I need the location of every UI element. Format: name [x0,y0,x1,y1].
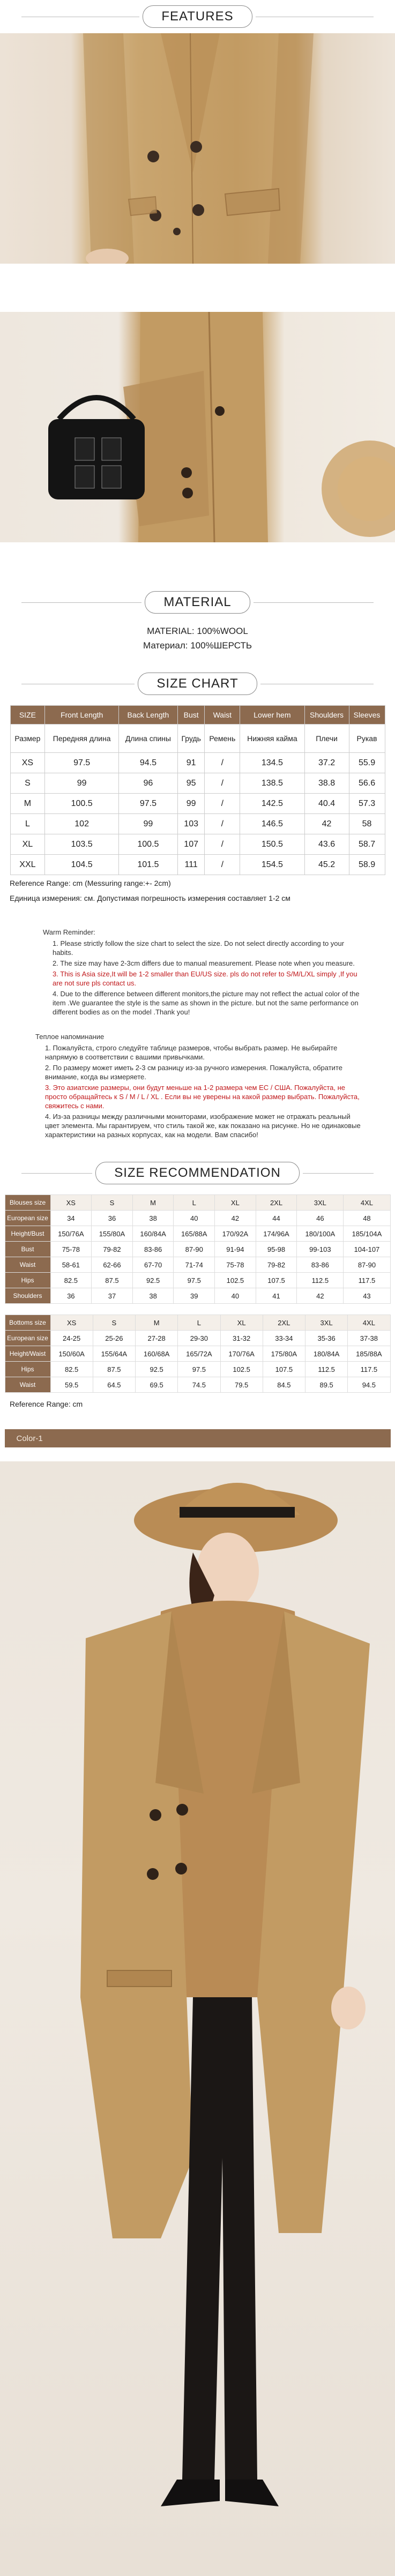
size-chart-value-cell: 58.7 [349,834,385,855]
rec-cell: 42 [297,1288,344,1304]
rec-cell: 36 [92,1211,133,1226]
size-chart-value-cell: 55.9 [349,753,385,773]
reminder-en [43,928,363,1017]
rec-cell: 174/96A [256,1226,297,1242]
rec-cell: 71-74 [174,1257,215,1273]
size-chart-value-cell: 154.5 [240,855,304,875]
size-chart-col-ru: Плечи [304,725,349,753]
size-chart-row [10,855,385,875]
reminder-ru-item: 4. Из-за разницы между различными мониторами, изображение может не отражать реальный цвет элемента. Мы гарантируем, что стиль такой же, как показано на рисунке. Но не одинаковые характеристики на разных корпусах, как на модели. Вам спасибо! [45,1112,361,1139]
size-chart-value-cell: 96 [118,773,177,794]
rec-cell: 87.5 [92,1273,133,1288]
rec-row [5,1211,390,1226]
rec-header-size: M [136,1315,178,1331]
size-chart-value-cell: / [205,794,240,814]
size-chart-value-cell: 57.3 [349,794,385,814]
rec-cell: 24-25 [50,1331,93,1346]
size-chart-value-cell: 102 [45,814,119,834]
rec-cell: 79-82 [256,1257,297,1273]
rec-header-row [5,1315,390,1331]
size-chart-row [10,834,385,855]
rec-cell: 91-94 [215,1242,256,1257]
rec-header-size: XL [220,1315,263,1331]
material-header [0,586,395,618]
rec-cell: 36 [50,1288,92,1304]
size-chart-value-cell: 146.5 [240,814,304,834]
rec-header-size: 4XL [344,1195,390,1211]
recommendation-reference: Reference Range: cm [10,1400,83,1408]
rec-cell: 150/76A [50,1226,92,1242]
size-chart-value-cell: / [205,855,240,875]
size-chart-value-cell: 99 [177,794,205,814]
rec-row-label: Hips [5,1362,50,1377]
rec-cell: 87.5 [93,1362,135,1377]
material-title: MATERIAL [145,591,250,614]
rec-cell: 165/72A [178,1346,220,1362]
rec-cell: 185/104A [344,1226,390,1242]
size-chart-reference-en: Reference Range: cm (Messuring range:+- 2cm) [10,879,171,887]
rec-cell: 155/80A [92,1226,133,1242]
rec-cell: 75-78 [215,1257,256,1273]
rec-cell: 104-107 [344,1242,390,1257]
size-recommendation-title: SIZE RECOMMENDATION [95,1162,300,1184]
size-chart-value-cell: 37.2 [304,753,349,773]
rec-cell: 102.5 [220,1362,263,1377]
rec-cell: 67-70 [132,1257,174,1273]
size-chart-header-en [10,706,385,725]
size-chart-size-cell: S [10,773,45,794]
size-chart-col: SIZE [10,706,45,725]
rec-cell: 107.5 [256,1273,297,1288]
rec-cell: 82.5 [50,1362,93,1377]
size-chart-col-ru: Передняя длина [45,725,119,753]
rec-cell: 170/76A [220,1346,263,1362]
rec-cell: 75-78 [50,1242,92,1257]
rec-cell: 87-90 [174,1242,215,1257]
rec-cell: 170/92A [215,1226,256,1242]
rec-row-label: Waist [5,1257,50,1273]
rec-cell: 29-30 [178,1331,220,1346]
rec-cell: 180/100A [297,1226,344,1242]
coat-front-illustration [0,33,395,264]
rec-cell: 87-90 [344,1257,390,1273]
rec-cell: 107.5 [263,1362,305,1377]
size-chart-value-cell: 99 [45,773,119,794]
rec-row-label: Height/Waist [5,1346,50,1362]
size-chart-value-cell: / [205,834,240,855]
rec-cell: 46 [297,1211,344,1226]
rec-cell: 112.5 [305,1362,348,1377]
rec-header-size: 3XL [305,1315,348,1331]
size-chart-value-cell: 38.8 [304,773,349,794]
size-chart-col: Bust [177,706,205,725]
size-chart-value-cell: 142.5 [240,794,304,814]
rec-cell: 62-66 [92,1257,133,1273]
rec-cell: 160/68A [136,1346,178,1362]
rec-row-label: Waist [5,1377,50,1393]
size-chart-value-cell: 97.5 [45,753,119,773]
rec-cell: 34 [50,1211,92,1226]
reminder-ru-title: Теплое напоминание [35,1033,105,1041]
coat-closeup-photo-side [0,312,395,542]
size-chart-size-cell: L [10,814,45,834]
rec-cell: 38 [132,1211,174,1226]
size-chart-value-cell: 99 [118,814,177,834]
size-chart-value-cell: 100.5 [118,834,177,855]
rec-cell: 43 [344,1288,390,1304]
rec-cell: 165/88A [174,1226,215,1242]
rec-cell: 97.5 [174,1273,215,1288]
reminder-ru-item: 3. Это азиатские размеры, они будут меньше на 1-2 размера чем ЕС / США. Пожалуйста, не просто обращайтесь к S / M / L / XL . Если вы не уверены на какой размер выбрать. Пожалуйста, свяжитесь с нами. [45,1084,360,1110]
rec-header-size: 2XL [256,1195,297,1211]
reminder-en-item: 4. Due to the difference between different monitors,the picture may not reflect the actual color of the item .We guarantee the style is the same as shown in the picture. but not the same performance on different bodies as on the model .Thank you! [53,990,360,1016]
rec-header-size: L [178,1315,220,1331]
rec-cell: 40 [215,1288,256,1304]
size-chart-col: Waist [205,706,240,725]
rec-header-label: Bottoms size [5,1315,50,1331]
rec-row [5,1362,390,1377]
rec-header-row [5,1195,390,1211]
rec-row [5,1346,390,1362]
size-chart-value-cell: 91 [177,753,205,773]
size-chart-row [10,814,385,834]
size-chart-size-cell: XL [10,834,45,855]
size-chart-value-cell: 56.6 [349,773,385,794]
rec-cell: 180/84A [305,1346,348,1362]
size-chart-size-cell: XS [10,753,45,773]
coat-closeup-photo-front [0,33,395,264]
size-chart-reference-ru: Единица измерения: см. Допустимая погрешность измерения составляет 1-2 см [10,894,290,902]
material-block [0,624,395,653]
rec-cell: 25-26 [93,1331,135,1346]
size-chart-header-ru [10,725,385,753]
rec-cell: 38 [132,1288,174,1304]
color-label: Color-1 [16,1433,43,1443]
size-chart-col: Sleeves [349,706,385,725]
rec-row [5,1377,390,1393]
rec-header-size: 3XL [297,1195,344,1211]
rec-header-size: XL [215,1195,256,1211]
rec-cell: 83-86 [297,1257,344,1273]
size-chart-value-cell: 45.2 [304,855,349,875]
size-chart-body [10,753,385,875]
rec-row-label: Height/Bust [5,1226,50,1242]
size-chart-value-cell: 104.5 [45,855,119,875]
rec-header-label: Blouses size [5,1195,50,1211]
rec-cell: 74.5 [178,1377,220,1393]
rec-row [5,1257,390,1273]
size-chart-value-cell: 58 [349,814,385,834]
size-chart-col-ru: Рукав [349,725,385,753]
rec-row-label: Hips [5,1273,50,1288]
rec-cell: 92.5 [136,1362,178,1377]
rec-cell: 42 [215,1211,256,1226]
rec-cell: 83-86 [132,1242,174,1257]
material-en: MATERIAL: 100%WOOL [147,626,248,636]
size-recommendation-header [0,1157,395,1189]
size-chart-size-cell: XXL [10,855,45,875]
size-chart-value-cell: 100.5 [45,794,119,814]
size-chart-value-cell: 150.5 [240,834,304,855]
rec-cell: 117.5 [348,1362,390,1377]
rec-cell: 99-103 [297,1242,344,1257]
size-chart-row [10,753,385,773]
rec-cell: 79-82 [92,1242,133,1257]
size-chart-value-cell: 43.6 [304,834,349,855]
size-chart-col-ru: Нижняя кайма [240,725,304,753]
rec-cell: 89.5 [305,1377,348,1393]
rec-cell: 69.5 [136,1377,178,1393]
rec-header-size: XS [50,1315,93,1331]
reminder-en-item: 1. Please strictly follow the size chart to select the size. Do not select directly according to your habits. [53,939,345,957]
rec-row [5,1288,390,1304]
rec-header-size: XS [50,1195,92,1211]
rec-cell: 41 [256,1288,297,1304]
size-chart-value-cell: 101.5 [118,855,177,875]
reminder-ru-item: 1. Пожалуйста, строго следуйте таблице размеров, чтобы выбрать размер. Не выбирайте напрямую в соответствии с вашими привычками. [45,1044,338,1061]
rec-cell: 79.5 [220,1377,263,1393]
reminder-en-title: Warm Reminder: [43,928,95,936]
rec-cell: 44 [256,1211,297,1226]
rec-cell: 59.5 [50,1377,93,1393]
rec-cell: 102.5 [215,1273,256,1288]
rec-cell: 150/60A [50,1346,93,1362]
rec-cell: 117.5 [344,1273,390,1288]
size-chart-col: Back Length [118,706,177,725]
rec-cell: 185/88A [348,1346,390,1362]
features-title: FEATURES [143,5,252,28]
rec-row-label: Bust [5,1242,50,1257]
bottoms-size-table [5,1315,391,1393]
size-chart-value-cell: 103.5 [45,834,119,855]
rec-header-size: 2XL [263,1315,305,1331]
reminder-en-item: 2. The size may have 2-3cm differs due to manual measurement. Please note when you measure. [53,959,355,967]
rec-cell: 58-61 [50,1257,92,1273]
size-chart-value-cell: 103 [177,814,205,834]
rec-cell: 94.5 [348,1377,390,1393]
reminder-en-item: 3. This is Asia size,It will be 1-2 smaller than EU/US size. pls do not refer to S/M/L/XL simply ,If you are not sure pls contact us. [53,970,357,987]
rec-header-size: M [132,1195,174,1211]
rec-row-label: European size [5,1331,50,1346]
rec-cell: 160/84A [132,1226,174,1242]
model-full-length-photo [0,1461,395,2576]
size-chart-row [10,794,385,814]
size-chart-col-ru: Размер [10,725,45,753]
rec-cell: 31-32 [220,1331,263,1346]
rec-cell: 37 [92,1288,133,1304]
rec-cell: 95-98 [256,1242,297,1257]
size-chart-size-cell: M [10,794,45,814]
rec-cell: 33-34 [263,1331,305,1346]
rec-cell: 64.5 [93,1377,135,1393]
rec-header-size: L [174,1195,215,1211]
features-header [0,0,395,33]
size-chart-value-cell: 97.5 [118,794,177,814]
size-chart-value-cell: 94.5 [118,753,177,773]
size-chart-col: Shoulders [304,706,349,725]
size-chart-value-cell: 107 [177,834,205,855]
rec-row [5,1242,390,1257]
reminder-ru-item: 2. По размеру может иметь 2-3 см разницу из-за ручного измерения. Пожалуйста, обратите внимание, когда вы измеряете. [45,1064,342,1081]
rec-header-size: S [93,1315,135,1331]
size-chart-value-cell: 138.5 [240,773,304,794]
rec-cell: 82.5 [50,1273,92,1288]
rec-row-label: Shoulders [5,1288,50,1304]
size-chart-col-ru: Ремень [205,725,240,753]
reminder-ru [35,1032,363,1139]
size-chart-value-cell: 134.5 [240,753,304,773]
rec-cell: 27-28 [136,1331,178,1346]
rec-cell: 155/64A [93,1346,135,1362]
size-chart-value-cell: / [205,753,240,773]
rec-row [5,1331,390,1346]
rec-cell: 40 [174,1211,215,1226]
rec-cell: 35-36 [305,1331,348,1346]
size-chart-row [10,773,385,794]
rec-header-size: S [92,1195,133,1211]
size-chart-table [10,705,385,875]
blouses-size-table [5,1194,391,1304]
size-chart-col: Lower hem [240,706,304,725]
size-chart-title: SIZE CHART [138,673,257,695]
rec-header-size: 4XL [348,1315,390,1331]
rec-row [5,1226,390,1242]
color-label-bar [5,1429,391,1447]
material-ru: Материал: 100%ШЕРСТЬ [143,640,252,651]
size-chart-value-cell: / [205,814,240,834]
rec-cell: 175/80A [263,1346,305,1362]
rec-row-label: European size [5,1211,50,1226]
size-chart-value-cell: 40.4 [304,794,349,814]
rec-cell: 92.5 [132,1273,174,1288]
size-chart-header [0,668,395,700]
rec-cell: 97.5 [178,1362,220,1377]
size-chart-value-cell: / [205,773,240,794]
rec-cell: 37-38 [348,1331,390,1346]
rec-cell: 84.5 [263,1377,305,1393]
size-chart-col: Front Length [45,706,119,725]
rec-cell: 48 [344,1211,390,1226]
size-chart-col-ru: Грудь [177,725,205,753]
model-illustration [0,1461,395,2576]
size-chart-value-cell: 58.9 [349,855,385,875]
rec-cell: 112.5 [297,1273,344,1288]
rec-row [5,1273,390,1288]
size-chart-value-cell: 111 [177,855,205,875]
size-chart-col-ru: Длина спины [118,725,177,753]
size-chart-value-cell: 95 [177,773,205,794]
coat-side-illustration [0,312,395,542]
rec-cell: 39 [174,1288,215,1304]
size-chart-value-cell: 42 [304,814,349,834]
